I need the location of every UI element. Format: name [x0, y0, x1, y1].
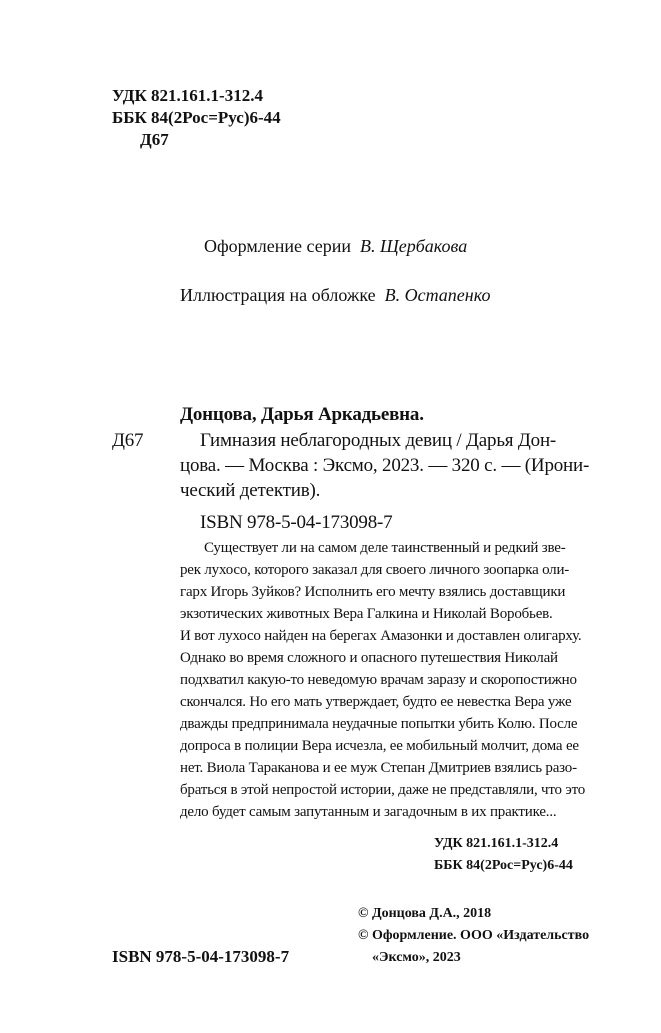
- cover-illustration-credit: [180, 285, 490, 306]
- copyright-design-year: «Эксмо», 2023: [372, 950, 461, 965]
- annotation-line: И вот лухосо найден на берегах Амазонки и доставлен олигарху.: [180, 628, 582, 644]
- copyright-author: © Донцова Д.А., 2018: [358, 906, 492, 921]
- bbk-code: ББК 84(2Рос=Рус)6-44: [112, 108, 281, 127]
- record-line: цова. — Москва : Эксмо, 2023. — 320 с. — (Ирони-: [180, 455, 590, 476]
- annotation-line: дважды предпринимала неудачные попытки убить Колю. После: [180, 716, 578, 732]
- cover-illustration-label: Иллюстрация на обложке: [180, 285, 376, 305]
- series-design-credit: [204, 236, 467, 257]
- annotation-line: экзотических животных Вера Галкина и Николай Воробьев.: [180, 606, 553, 622]
- udk-code: УДК 821.161.1-312.4: [112, 86, 263, 105]
- annotation-line: подхватил какую-то неведомую врачам заразу и скоропостижно: [180, 672, 577, 688]
- footer-bbk: ББК 84(2Рос=Рус)6-44: [434, 858, 573, 873]
- annotation-line: гарх Игорь Зуйков? Исполнить его мечту взялись доставщики: [180, 584, 566, 600]
- annotation-line: допроса в полиции Вера исчезла, ее мобильный молчит, дома ее: [180, 738, 579, 754]
- record-mark: Д67: [112, 430, 144, 451]
- annotation-line: дело будет самым запутанным и загадочным в их практике...: [180, 804, 557, 820]
- record-line: Гимназия неблагородных девиц / Дарья Дон-: [200, 430, 557, 451]
- record-isbn: ISBN 978-5-04-173098-7: [200, 512, 393, 533]
- annotation-line: Существует ли на самом деле таинственный и редкий зве-: [204, 540, 566, 556]
- author-heading: Донцова, Дарья Аркадьевна.: [180, 404, 424, 425]
- record-line: ческий детектив).: [180, 480, 321, 501]
- author-mark: Д67: [140, 130, 169, 149]
- footer-udk: УДК 821.161.1-312.4: [434, 836, 559, 851]
- footer-isbn: ISBN 978-5-04-173098-7: [112, 947, 290, 966]
- series-design-label: Оформление серии: [204, 236, 351, 256]
- annotation-line: нет. Виола Тараканова и ее муж Степан Дмитриев взялись разо-: [180, 760, 577, 776]
- copyright-design: © Оформление. ООО «Издательство: [358, 928, 590, 943]
- series-design-name: В. Щербакова: [359, 236, 468, 256]
- annotation-line: браться в этой непростой истории, даже не представляли, что это: [180, 782, 586, 798]
- annotation-line: рек лухосо, которого заказал для своего личного зоопарка оли-: [180, 562, 570, 578]
- annotation-line: Однако во время сложного и опасного путешествия Николай: [180, 650, 558, 666]
- annotation-line: скончался. Но его мать утверждает, будто ее невестка Вера уже: [180, 694, 572, 710]
- cover-illustration-name: В. Остапенко: [384, 285, 491, 305]
